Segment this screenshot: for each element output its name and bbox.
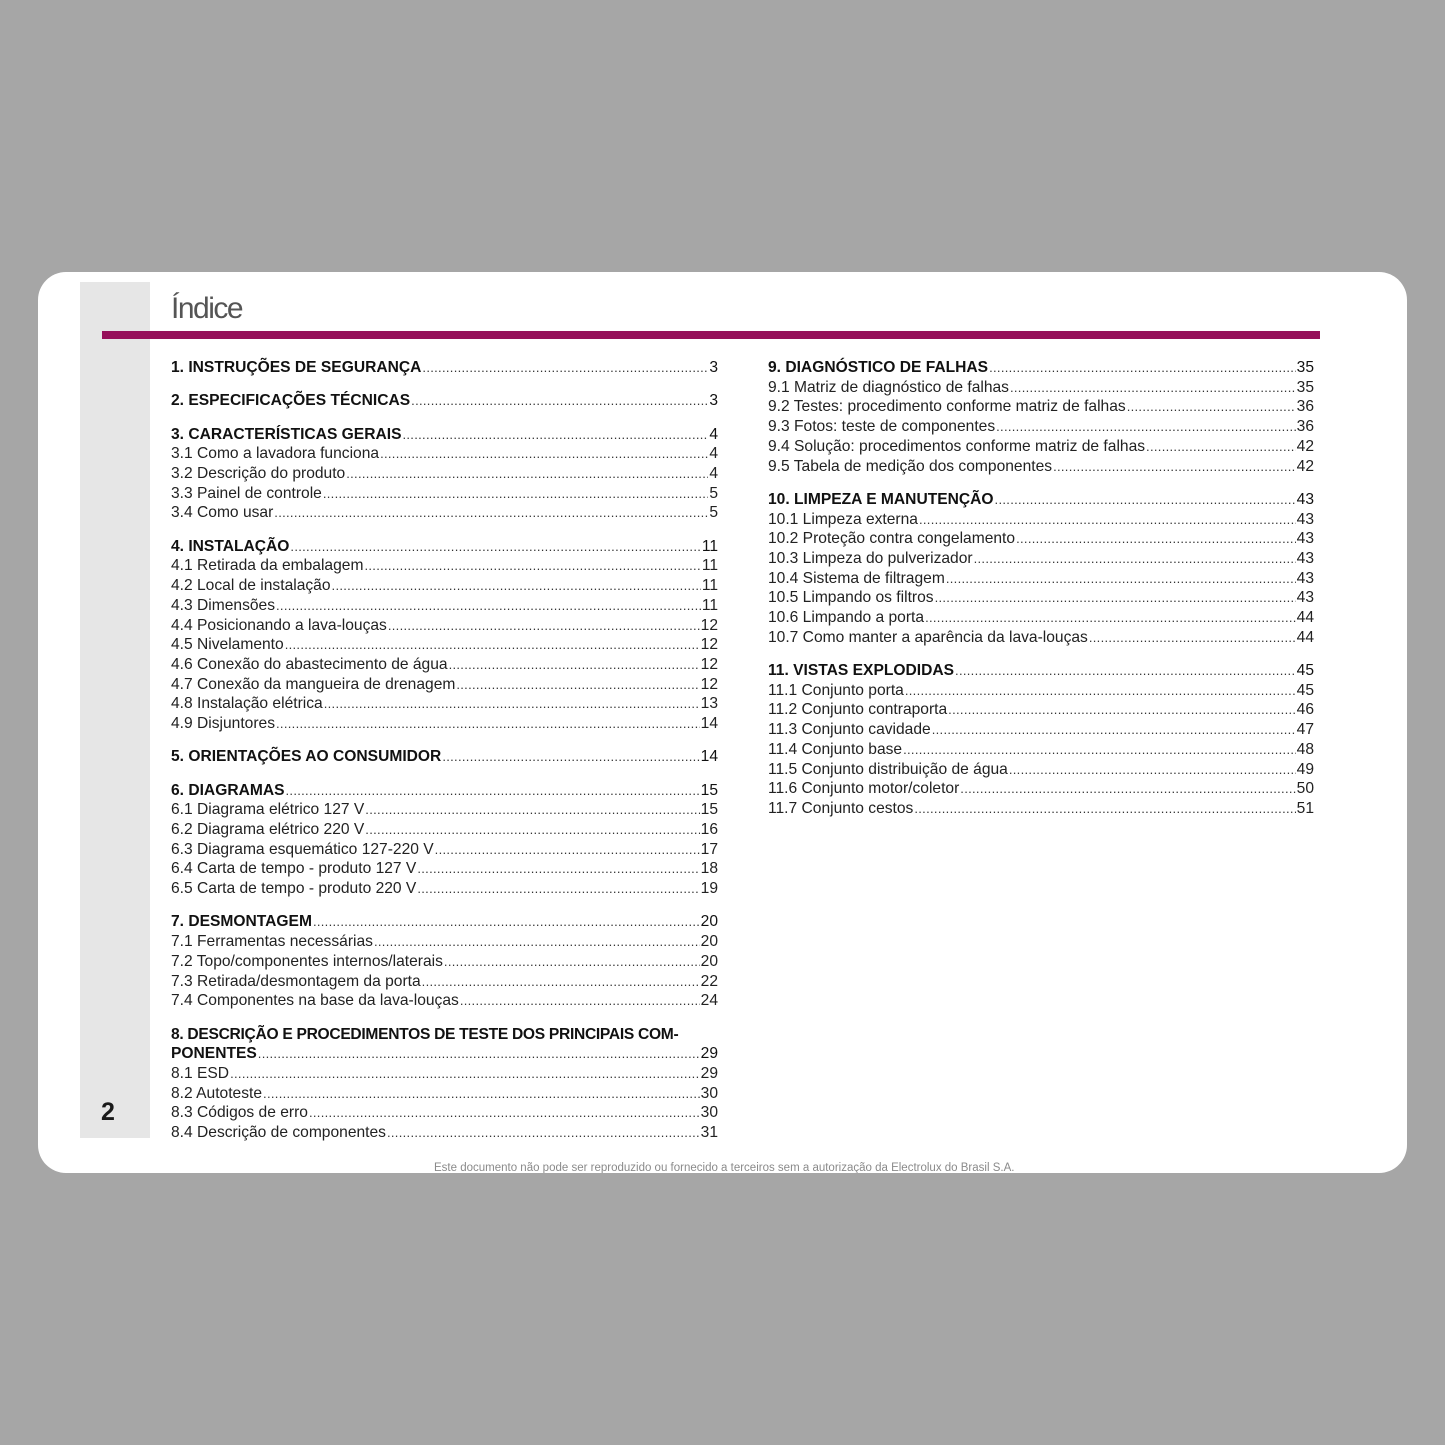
toc-section — [171, 747, 718, 767]
entry-label: 9.5 Tabela de medição dos componentes — [768, 457, 1053, 475]
section-heading[interactable] — [171, 1044, 718, 1064]
entry-label: 3.4 Como usar — [171, 504, 274, 522]
dot-leader — [402, 425, 708, 445]
entry-page-number: 47 — [1296, 721, 1314, 739]
toc-section — [171, 781, 718, 899]
entry-label: 9.3 Fotos: teste de componentes — [768, 418, 996, 436]
dot-leader — [422, 358, 708, 378]
toc-entry[interactable] — [768, 760, 1314, 780]
toc-section — [768, 358, 1314, 476]
section-heading[interactable] — [171, 358, 718, 378]
dot-leader — [1053, 457, 1296, 477]
entry-page-number: 5 — [709, 484, 718, 502]
entry-label: 3.2 Descrição do produto — [171, 465, 346, 482]
toc-column-left — [171, 358, 718, 1156]
dot-leader — [387, 1123, 700, 1143]
entry-page-number: 19 — [700, 880, 718, 898]
copyright-footer: Este documento não pode ser reproduzido ou fornecido a terceiros sem a autorização da Electrolux do Brasil S.A. — [434, 1162, 1015, 1173]
dot-leader — [449, 655, 700, 675]
entry-label: 6.2 Diagrama elétrico 220 V — [171, 821, 365, 839]
entry-page-number: 31 — [700, 1124, 718, 1142]
entry-page-number: 43 — [1296, 589, 1314, 607]
entry-label: 6.1 Diagrama elétrico 127 V — [171, 801, 365, 819]
toc-section — [768, 661, 1314, 819]
dot-leader — [276, 596, 701, 616]
dot-leader — [230, 1064, 700, 1084]
entry-page-number: 12 — [700, 616, 718, 634]
entry-page-number: 14 — [700, 748, 718, 766]
dot-leader — [996, 417, 1296, 437]
toc-section — [171, 912, 718, 1011]
dot-leader — [442, 747, 699, 767]
entry-label: 2. ESPECIFICAÇÕES TÉCNICAS — [171, 392, 411, 410]
entry-label: 10. LIMPEZA E MANUTENÇÃO — [768, 490, 994, 508]
section-heading[interactable] — [768, 358, 1314, 378]
entry-page-number: 11 — [701, 577, 718, 595]
entry-page-number: 4 — [709, 465, 718, 482]
entry-page-number: 50 — [1296, 780, 1314, 798]
dot-leader — [974, 549, 1296, 569]
entry-label: 8.4 Descrição de componentes — [171, 1124, 386, 1142]
entry-page-number: 44 — [1296, 609, 1314, 627]
dot-leader — [274, 503, 708, 523]
section-heading[interactable] — [171, 912, 718, 932]
dot-leader — [323, 484, 708, 504]
toc-section — [171, 537, 718, 734]
entry-label: PONENTES — [171, 1045, 257, 1063]
entry-label: 11.5 Conjunto distribuição de água — [768, 760, 1008, 778]
dot-leader — [411, 391, 708, 411]
entry-label: 9.4 Solução: procedimentos conforme matriz de falhas — [768, 437, 1146, 455]
section-heading[interactable] — [171, 781, 718, 801]
dot-leader — [364, 556, 700, 576]
dot-leader — [903, 740, 1296, 760]
section-heading[interactable] — [171, 391, 718, 411]
toc-entry[interactable] — [171, 1064, 718, 1084]
toc-entry[interactable] — [171, 820, 718, 840]
toc-entry[interactable] — [171, 972, 718, 992]
entry-label: 10.6 Limpando a porta — [768, 609, 925, 627]
toc-entry[interactable] — [171, 879, 718, 899]
toc-entry[interactable] — [768, 417, 1314, 437]
toc-entry[interactable] — [768, 799, 1314, 819]
toc-section — [171, 1025, 718, 1143]
dot-leader — [422, 972, 700, 992]
section-heading[interactable] — [171, 425, 718, 445]
dot-leader — [313, 912, 700, 932]
toc-entry[interactable] — [171, 635, 718, 655]
dot-leader — [989, 358, 1296, 378]
dot-leader — [417, 879, 699, 899]
dot-leader — [1127, 397, 1296, 417]
toc-entry[interactable] — [171, 1084, 718, 1104]
entry-page-number: 22 — [700, 972, 718, 990]
entry-page-number: 15 — [700, 801, 718, 819]
entry-label: 10.7 Como manter a aparência da lava-louças — [768, 628, 1088, 646]
entry-label: 9.1 Matriz de diagnóstico de falhas — [768, 378, 1009, 396]
toc-entry[interactable] — [768, 529, 1314, 549]
toc-entry[interactable] — [171, 503, 718, 523]
toc-entry[interactable] — [768, 681, 1314, 701]
entry-label: 11.7 Conjunto cestos — [768, 799, 914, 817]
entry-page-number: 44 — [1296, 628, 1314, 646]
toc-entry[interactable] — [171, 675, 718, 695]
document-page — [38, 272, 1407, 1173]
entry-label: 1. INSTRUÇÕES DE SEGURANÇA — [171, 359, 422, 376]
dot-leader — [1009, 760, 1296, 780]
dot-leader — [948, 700, 1295, 720]
toc-entry[interactable] — [171, 655, 718, 675]
entry-page-number: 18 — [700, 860, 718, 878]
toc-entry[interactable] — [171, 1123, 718, 1143]
entry-page-number: 24 — [700, 992, 718, 1010]
section-heading[interactable] — [171, 747, 718, 767]
entry-label: 4.3 Dimensões — [171, 596, 276, 614]
toc-entry[interactable] — [171, 932, 718, 952]
dot-leader — [309, 1103, 700, 1123]
toc-entry[interactable] — [171, 556, 718, 576]
dot-leader — [286, 781, 700, 801]
entry-page-number: 43 — [1296, 510, 1314, 528]
entry-page-number: 30 — [700, 1084, 718, 1102]
toc-entry[interactable] — [768, 588, 1314, 608]
entry-label: 6.3 Diagrama esquemático 127-220 V — [171, 840, 434, 858]
entry-label: 6.5 Carta de tempo - produto 220 V — [171, 880, 417, 898]
dot-leader — [380, 444, 708, 464]
entry-page-number: 45 — [1296, 662, 1314, 680]
entry-label: 7.3 Retirada/desmontagem da porta — [171, 972, 421, 990]
entry-label: 10.1 Limpeza externa — [768, 510, 918, 528]
entry-label: 11.1 Conjunto porta — [768, 681, 904, 699]
entry-label: 7.2 Topo/componentes internos/laterais — [171, 952, 443, 970]
toc-entry[interactable] — [171, 464, 718, 484]
section-heading[interactable] — [171, 537, 718, 557]
entry-label: 10.2 Proteção contra congelamento — [768, 530, 1016, 548]
dot-leader — [365, 820, 699, 840]
toc-entry[interactable] — [768, 628, 1314, 648]
entry-page-number: 15 — [700, 781, 718, 799]
entry-page-number: 11 — [701, 596, 718, 614]
entry-page-number: 43 — [1296, 569, 1314, 587]
toc-section — [768, 490, 1314, 648]
toc-entry[interactable] — [171, 840, 718, 860]
toc-entry[interactable] — [768, 510, 1314, 530]
dot-leader — [258, 1044, 700, 1064]
entry-page-number: 17 — [700, 840, 718, 858]
toc-column-right — [768, 358, 1314, 832]
toc-section — [171, 425, 718, 524]
toc-entry[interactable] — [171, 576, 718, 596]
dot-leader — [374, 932, 700, 952]
entry-label: 7.1 Ferramentas necessárias — [171, 933, 373, 951]
dot-leader — [417, 859, 699, 879]
entry-label: 7. DESMONTAGEM — [171, 913, 312, 931]
toc-entry[interactable] — [171, 596, 718, 616]
entry-page-number: 20 — [700, 952, 718, 970]
entry-label: 8.1 ESD — [171, 1064, 230, 1082]
dot-leader — [276, 714, 700, 734]
dot-leader — [932, 720, 1296, 740]
entry-page-number: 12 — [700, 636, 718, 654]
entry-page-number: 3 — [709, 359, 718, 376]
entry-label: 6.4 Carta de tempo - produto 127 V — [171, 860, 417, 878]
toc-entry[interactable] — [768, 549, 1314, 569]
entry-label: 8.3 Códigos de erro — [171, 1104, 308, 1122]
entry-label: 4.9 Disjuntores — [171, 715, 276, 733]
toc-entry[interactable] — [768, 569, 1314, 589]
entry-label: 4.6 Conexão do abastecimento de água — [171, 655, 448, 673]
entry-label: 5. ORIENTAÇÕES AO CONSUMIDOR — [171, 748, 442, 766]
entry-page-number: 43 — [1296, 530, 1314, 548]
entry-page-number: 16 — [700, 821, 718, 839]
toc-entry[interactable] — [768, 378, 1314, 398]
dot-leader — [995, 490, 1296, 510]
entry-label: 11.3 Conjunto cavidade — [768, 721, 931, 739]
dot-leader — [263, 1084, 700, 1104]
toc-entry[interactable] — [171, 859, 718, 879]
dot-leader — [914, 799, 1295, 819]
entry-label: 4.4 Posicionando a lava-louças — [171, 616, 387, 634]
toc-entry[interactable] — [171, 694, 718, 714]
entry-page-number: 11 — [701, 557, 718, 575]
dot-leader — [456, 675, 699, 695]
dot-leader — [1146, 437, 1296, 457]
entry-label: 11.6 Conjunto motor/coletor — [768, 780, 960, 798]
dot-leader — [460, 991, 700, 1011]
toc-entry[interactable] — [171, 991, 718, 1011]
entry-page-number: 43 — [1296, 490, 1314, 508]
entry-label: 9.2 Testes: procedimento conforme matriz de falhas — [768, 398, 1126, 416]
entry-label: 8.2 Autoteste — [171, 1084, 263, 1102]
dot-leader — [935, 588, 1296, 608]
entry-label: 4. INSTALAÇÃO — [171, 537, 290, 555]
entry-label: 11. VISTAS EXPLODIDAS — [768, 662, 955, 680]
entry-page-number: 42 — [1296, 457, 1314, 475]
toc-entry[interactable] — [768, 608, 1314, 628]
dot-leader — [365, 800, 699, 820]
entry-page-number: 11 — [701, 537, 718, 555]
dot-leader — [324, 694, 700, 714]
dot-leader — [290, 537, 700, 557]
dot-leader — [435, 840, 700, 860]
toc-entry[interactable] — [171, 484, 718, 504]
entry-page-number: 13 — [700, 695, 718, 713]
entry-page-number: 36 — [1296, 398, 1314, 416]
entry-label: 3.1 Como a lavadora funciona — [171, 445, 380, 463]
dot-leader — [332, 576, 701, 596]
entry-page-number: 4 — [709, 445, 718, 463]
entry-page-number: 45 — [1296, 681, 1314, 699]
entry-page-number: 46 — [1296, 701, 1314, 719]
entry-page-number: 29 — [700, 1045, 718, 1063]
entry-page-number: 20 — [700, 933, 718, 951]
dot-leader — [905, 681, 1296, 701]
dot-leader — [388, 616, 700, 636]
entry-label: 7.4 Componentes na base da lava-louças — [171, 992, 459, 1010]
entry-label: 4.7 Conexão da mangueira de drenagem — [171, 675, 456, 693]
toc-section — [171, 358, 718, 378]
entry-label: 10.3 Limpeza do pulverizador — [768, 549, 973, 567]
entry-page-number: 35 — [1296, 378, 1314, 396]
entry-label: 4.5 Nivelamento — [171, 636, 284, 654]
page-number: 2 — [101, 1098, 115, 1126]
entry-page-number: 14 — [700, 715, 718, 733]
toc-entry[interactable] — [171, 714, 718, 734]
entry-page-number: 49 — [1296, 760, 1314, 778]
entry-label: 10.5 Limpando os filtros — [768, 589, 934, 607]
entry-label: 11.4 Conjunto base — [768, 740, 903, 758]
dot-leader — [919, 510, 1296, 530]
toc-entry[interactable] — [171, 800, 718, 820]
entry-page-number: 29 — [700, 1064, 718, 1082]
entry-label: 6. DIAGRAMAS — [171, 781, 285, 799]
entry-page-number: 51 — [1296, 799, 1314, 817]
entry-page-number: 4 — [709, 425, 718, 443]
entry-label: 4.1 Retirada da embalagem — [171, 557, 364, 575]
toc-entry[interactable] — [768, 779, 1314, 799]
toc-entry[interactable] — [171, 444, 718, 464]
toc-entry[interactable] — [768, 457, 1314, 477]
toc-entry[interactable] — [171, 1103, 718, 1123]
side-strip — [80, 282, 150, 1138]
dot-leader — [960, 779, 1295, 799]
section-heading[interactable] — [768, 661, 1314, 681]
entry-page-number: 3 — [709, 392, 718, 410]
toc-entry[interactable] — [768, 740, 1314, 760]
toc-entry[interactable] — [768, 720, 1314, 740]
dot-leader — [925, 608, 1296, 628]
dot-leader — [1089, 628, 1296, 648]
entry-page-number: 35 — [1296, 359, 1314, 376]
page-title: Índice — [171, 292, 243, 325]
toc-entry[interactable] — [171, 616, 718, 636]
section-heading[interactable] — [768, 490, 1314, 510]
entry-page-number: 5 — [709, 504, 718, 522]
dot-leader — [1016, 529, 1296, 549]
entry-page-number: 20 — [700, 913, 718, 931]
entry-page-number: 48 — [1296, 740, 1314, 758]
entry-label: 4.8 Instalação elétrica — [171, 695, 323, 713]
title-rule — [102, 331, 1320, 339]
dot-leader — [285, 635, 700, 655]
dot-leader — [955, 661, 1296, 681]
entry-page-number: 43 — [1296, 549, 1314, 567]
entry-page-number: 12 — [700, 675, 718, 693]
entry-page-number: 30 — [700, 1104, 718, 1122]
dot-leader — [1010, 378, 1296, 398]
dot-leader — [346, 464, 708, 484]
entry-page-number: 12 — [700, 655, 718, 673]
toc-entry[interactable] — [768, 437, 1314, 457]
dot-leader — [444, 952, 700, 972]
entry-label: 10.4 Sistema de filtragem — [768, 569, 945, 587]
entry-label: 11.2 Conjunto contraporta — [768, 701, 948, 719]
toc-entry[interactable] — [171, 952, 718, 972]
toc-entry[interactable] — [768, 700, 1314, 720]
entry-label: 4.2 Local de instalação — [171, 577, 331, 595]
entry-page-number: 42 — [1296, 437, 1314, 455]
section-heading-line1[interactable]: 8. DESCRIÇÃO E PROCEDIMENTOS DE TESTE DOS PRINCIPAIS COM- — [171, 1025, 679, 1043]
toc-entry[interactable] — [768, 397, 1314, 417]
entry-page-number: 36 — [1296, 418, 1314, 436]
entry-label: 3. CARACTERÍSTICAS GERAIS — [171, 425, 402, 443]
entry-label: 3.3 Painel de controle — [171, 484, 322, 502]
entry-label: 9. DIAGNÓSTICO DE FALHAS — [768, 359, 989, 376]
toc-section — [171, 391, 718, 411]
dot-leader — [946, 569, 1296, 589]
